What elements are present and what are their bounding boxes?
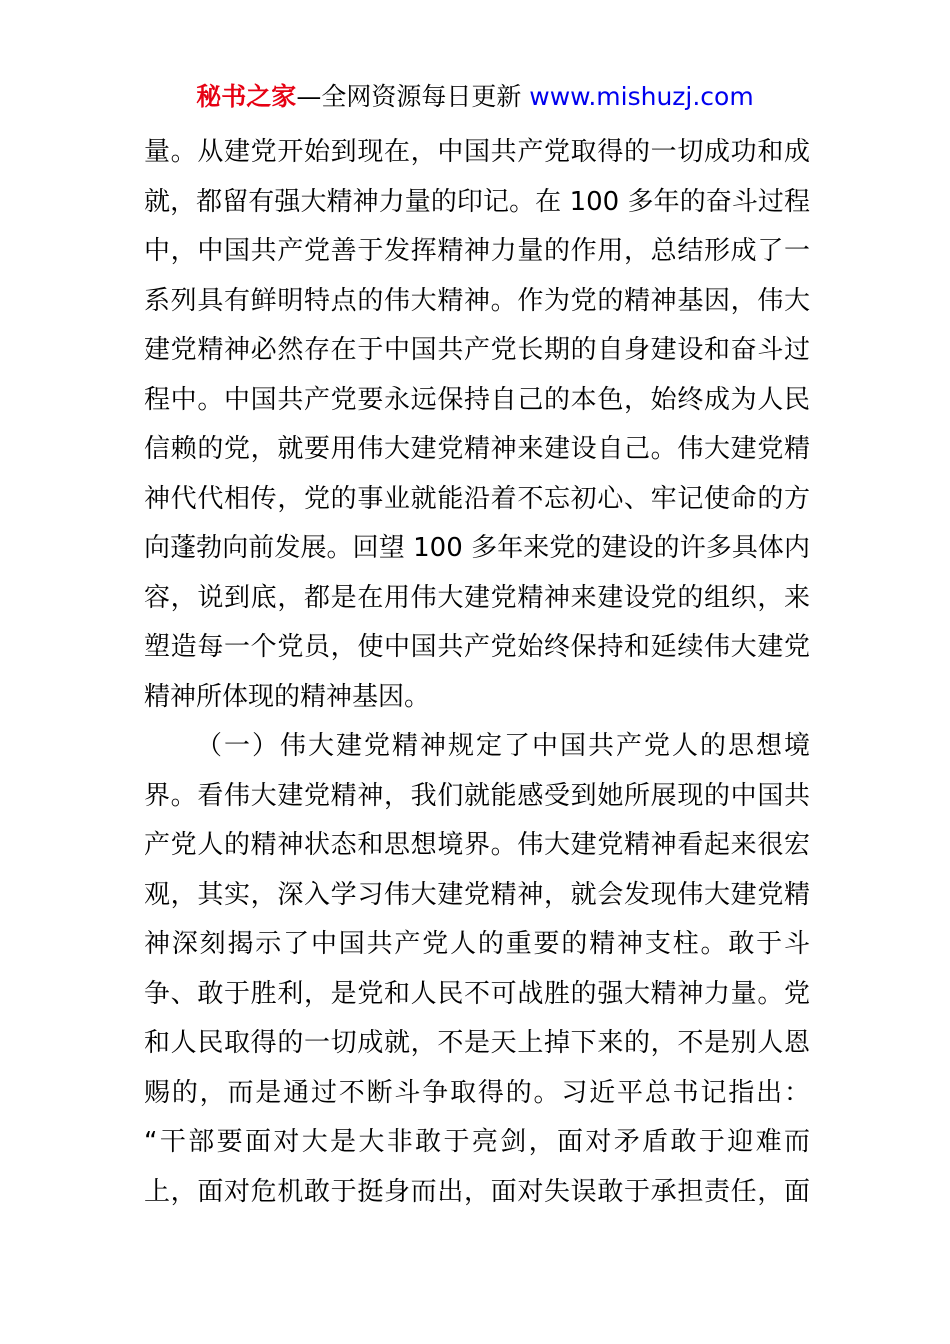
text-line: 塑造每一个党员，使中国共产党始终保持和延续伟大建党: [144, 632, 810, 662]
text-line: 程中。中国共产党要永远保持自己的本色，始终成为人民: [144, 384, 810, 415]
brand-name: 秘书之家: [196, 82, 297, 111]
header-tagline: —全网资源每日更新: [296, 82, 522, 111]
site-url-link[interactable]: www.mishuzj.com: [529, 82, 754, 111]
text-line: 精神所体现的精神基因。: [144, 681, 431, 712]
document-body: [144, 128, 810, 1217]
text-line: 容，说到底，都是在用伟大建党精神来建设党的组织，来: [144, 582, 810, 613]
text-line: 界。看伟大建党精神，我们就能感受到她所展现的中国共: [144, 780, 810, 811]
text-line: “干部要面对大是大非敢于亮剑，面对矛盾敢于迎难而: [144, 1127, 810, 1157]
text-line: 信赖的党，就要用伟大建党精神来建设自己。伟大建党精: [144, 434, 810, 464]
text-line: 产党人的精神状态和思想境界。伟大建党精神看起来很宏: [144, 830, 810, 860]
text-line: 观，其实，深入学习伟大建党精神，就会发现伟大建党精: [144, 879, 810, 910]
text-line: 和人民取得的一切成就，不是天上掉下来的，不是别人恩: [144, 1028, 810, 1058]
site-header: [0, 80, 950, 114]
text-line: 争、敢于胜利，是党和人民不可战胜的强大精神力量。党: [144, 978, 810, 1009]
text-line: 建党精神必然存在于中国共产党长期的自身建设和奋斗过: [144, 335, 810, 365]
text-line: 系列具有鲜明特点的伟大精神。作为党的精神基因，伟大: [144, 285, 810, 316]
text-line: 上，面对危机敢于挺身而出，面对失误敢于承担责任，面: [144, 1176, 810, 1207]
text-line: 就，都留有强大精神力量的印记。在 100 多年的奋斗过程: [144, 186, 810, 217]
text-line: 量。从建党开始到现在，中国共产党取得的一切成功和成: [144, 137, 810, 167]
text-line: 赐的，而是通过不断斗争取得的。习近平总书记指出：: [144, 1077, 810, 1108]
text-line: 神深刻揭示了中国共产党人的重要的精神支柱。敢于斗: [144, 929, 810, 959]
text-line: 神代代相传，党的事业就能沿着不忘初心、牢记使命的方: [144, 483, 810, 514]
text-line: 向蓬勃向前发展。回望 100 多年来党的建设的许多具体内: [144, 533, 810, 563]
text-line: 中，中国共产党善于发挥精神力量的作用，总结形成了一: [144, 236, 810, 266]
paragraph-heading-line: （一）伟大建党精神规定了中国共产党人的思想境: [196, 731, 810, 761]
